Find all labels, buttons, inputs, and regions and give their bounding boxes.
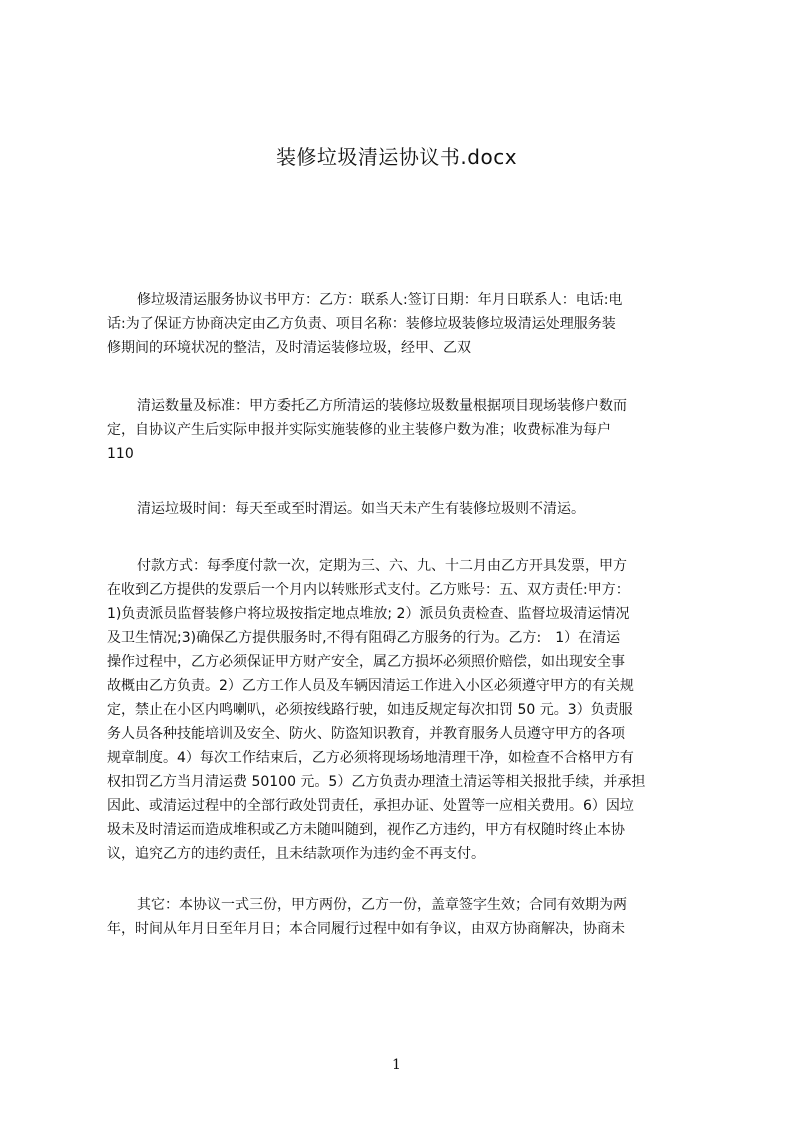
paragraph-quantity-standard bbox=[107, 394, 697, 466]
text-line: 年，时间从年月日至年月日；本合同履行过程中如有争议，由双方协商解决，协商未 bbox=[107, 921, 625, 937]
text-line: 故概由乙方负责。2）乙方工作人员及车辆因清运工作进入小区必须遵守甲方的有关规 bbox=[107, 678, 634, 694]
text-line: 权扣罚乙方当月清运费 50100 元。5）乙方负责办理渣土清运等相关报批手续，并承担 bbox=[107, 774, 646, 790]
text-line: 议，追究乙方的违约责任，且未结款项作为违约金不再支付。 bbox=[107, 846, 485, 862]
text-line: 及卫生情况;3)确保乙方提供服务时,不得有阻碍乙方服务的行为。乙方: 1）在清运 bbox=[107, 630, 621, 646]
text-line: 圾未及时清运而造成堆积或乙方未随叫随到，视作乙方违约，甲方有权随时终止本协 bbox=[107, 822, 625, 838]
paragraph-clearing-time bbox=[107, 497, 697, 521]
paragraph-service-agreement bbox=[107, 288, 697, 360]
page-number: 1 bbox=[392, 1057, 401, 1073]
text-line: 务人员各种技能培训及安全、防火、防盗知识教育，并教育服务人员遵守甲方的各项 bbox=[107, 726, 625, 742]
text-line: 因此、或清运过程中的全部行政处罚责任，承担办证、处置等一应相关费用。6）因垃 bbox=[107, 798, 634, 814]
text-line: 付款方式：每季度付款一次，定期为三、六、九、十二月由乙方开具发票，甲方 bbox=[137, 558, 627, 574]
text-line: 修期间的环境状况的整洁，及时清运装修垃圾，经甲、乙双 bbox=[107, 340, 471, 356]
text-line: 其它：本协议一式三份，甲方两份，乙方一份，盖章签字生效；合同有效期为两 bbox=[137, 897, 627, 913]
text-line: 定，自协议产生后实际申报并实际实施装修的业主装修户数为准；收费标准为每户 bbox=[107, 422, 611, 438]
document-body bbox=[107, 288, 697, 988]
text-line: 110 bbox=[107, 446, 134, 462]
paragraph-payment-responsibilities bbox=[107, 554, 697, 866]
text-line: 操作过程中，乙方必须保证甲方财产安全，属乙方损坏必须照价赔偿，如出现安全事 bbox=[107, 654, 625, 670]
paragraph-other-terms bbox=[107, 893, 697, 941]
text-line: 规章制度。4）每次工作结束后，乙方必须将现场场地清理干净，如检查不合格甲方有 bbox=[107, 750, 634, 766]
text-line: 清运垃圾时间：每天至或至时渭运。如当天未产生有装修垃圾则不清运。 bbox=[137, 501, 585, 517]
text-line: 1)负责派员监督装修户将垃圾按指定地点堆放; 2）派员负责检查、监督垃圾清运情况 bbox=[107, 606, 630, 622]
text-line: 清运数量及标准：甲方委托乙方所清运的装修垃圾数量根据项目现场装修户数而 bbox=[137, 398, 627, 414]
text-line: 定，禁止在小区内鸣喇叭，必须按线路行驶，如违反规定每次扣罚 50 元。3）负责服 bbox=[107, 702, 633, 718]
text-line: 修垃圾清运服务协议书甲方：乙方：联系人:签订日期：年月日联系人：电话:电 bbox=[137, 292, 623, 308]
document-title: 装修垃圾清运协议书.docx bbox=[275, 145, 518, 169]
text-line: 在收到乙方提供的发票后一个月内以转账形式支付。乙方账号：五、双方责任:甲方： bbox=[107, 582, 630, 598]
text-line: 话:为了保证方协商决定由乙方负责、项目名称：装修垃圾装修垃圾清运处理服务装 bbox=[107, 316, 616, 332]
